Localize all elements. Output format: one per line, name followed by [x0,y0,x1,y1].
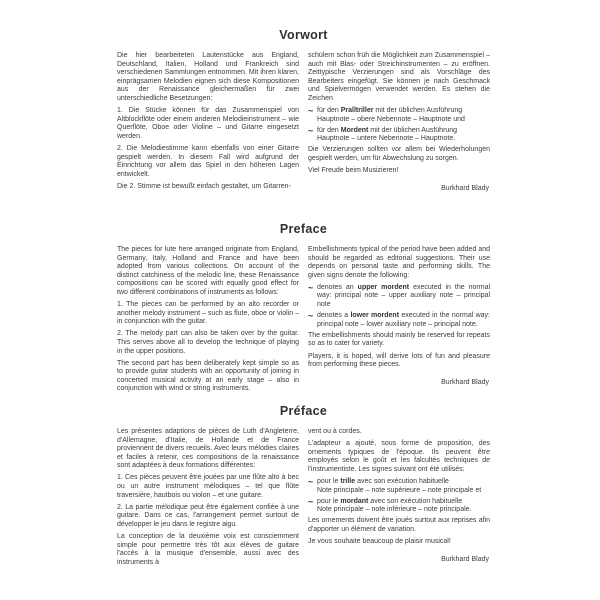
right-column [308,428,490,571]
item-text-post: avec son exécution habituelle [355,477,449,485]
section-preface [117,222,490,398]
paragraph: The pieces for lute here arranged originate from England, Germany, Italy, Holland and France and have been adopted from various collections. On account of the distinct catchiness of the melodic line, these Renaissance compositions can be scored with equally good effect for two different combinations of instruments as follows: [117,246,299,296]
section-title: Préface [279,404,328,418]
left-column [117,52,299,195]
paragraph: 1. Ces pièces peuvent être jouées par une flûte alto à bec ou un autre instrument mélodiques – tel que flûte traversière, hautbois ou violon – et une guitare. [117,474,299,499]
item-text-pre: für den [317,126,341,134]
ornament-item-text [317,498,490,515]
item-text-pre: für den [317,107,341,115]
ornament-list-item [308,498,490,515]
section-preface-fr [117,404,490,571]
paragraph: Je vous souhaite beaucoup de plaisir musical! [308,538,451,546]
two-column-layout [117,52,490,195]
trill-sign-icon: ~ [308,476,314,487]
paragraph: La conception de la deuxième voix est consciemment simple pour permettre très tôt aux élèves de guitare l'accès à la musique d'ensemble, aussi avec des instruments à [117,533,299,566]
item-text-pre: denotes a [317,312,351,320]
signature: Burkhard Blady [441,184,489,192]
paragraph: Les ornements doivent être joués surtout aux reprises afin d'apporter un élément de variation. [308,517,490,533]
mordent-sign-icon: ~ [308,125,314,136]
item-text-post: avec son exécution habituelle [368,497,463,505]
item-text-note-sequence: Note principale – note supérieure – note principale et [317,486,482,494]
paragraph: 1. Die Stücke können für das Zusammenspiel von Altblockflöte oder einem anderen Melodieinstrument – wie Querflöte, Oboe oder Violine – und Gitarre eingesetzt werden. [117,107,299,140]
ornament-item-text [317,284,490,310]
ornament-item-text [317,127,490,144]
item-text-post: executed in the normal way: principal note – lower auxiliary note – principal note. [317,312,490,328]
ornament-list-item [308,478,490,495]
left-column [117,246,299,398]
paragraph: 2. The melody part can also be taken over by the guitar. This serves above all to develop the technique of playing in the upper positions. [117,330,299,355]
ornament-item-text [317,312,490,329]
item-text-bold-term: upper mordent [357,283,410,291]
ornament-list-item [308,127,490,144]
section-vorwort [117,28,490,195]
paragraph: Die 2. Stimme ist bewußt einfach gestaltet, um Gitarren- [117,182,291,190]
right-column [308,246,490,398]
item-text-post: executed in the normal way: principal note – upper auxiliary note – principal note [317,283,491,309]
section-title: Preface [279,222,328,236]
paragraph: Die Verzierungen sollten vor allem bei Wiederholungen gespielt werden, um für Abwechslung zu sorgen. [308,146,490,163]
two-column-layout [117,246,490,398]
item-text-pre: pour le [317,497,341,505]
paragraph: L'adapteur a ajouté, sous forme de proposition, des ornements typiques de l'époque. Ils peuvent être employés selon le goût et les falcultés techniques de l'instrumentiste. Les signes suivant ont été utilisés: [308,440,490,473]
paragraph: Players, it is hoped, will derive lots of fun and pleasure from performing these pieces. [308,352,490,369]
ornament-item-text [317,107,490,124]
item-text-bold-term: lower mordent [350,312,400,320]
paragraph: vent ou à cordes. [308,428,362,435]
paragraph: schülern schon früh die Möglichkeit zum Zusammenspiel – auch mit Blas- oder Streichinstrumenten – zu eröffnen. Zeittypische Verzierungen sind als Vorschläge des Bearbeiters eingefügt. Sie können je nach Geschmack und Spielvermögen verwendet werden. Es stehen die Zeichen [308,52,490,102]
paragraph: Viel Freude beim Musizieren! [308,167,399,175]
item-text-bold-term: mordant [340,497,369,505]
lower-mordent-sign-icon: ~ [308,311,314,322]
left-column [117,428,299,571]
mordent-sign-icon: ~ [308,496,314,507]
paragraph: The embellishments should mainly be reserved for repeats so as to cater for variety. [308,331,490,348]
paragraph: The second part has been deliberately kept simple so as to provide guitar students with an opportunity of joining in concerted musical activity at an early stage – also in conjunction with wind or string instruments. [117,359,299,393]
paragraph: 2. La partie mélodique peut être également confiée à une guitare. Dans ce cas, l'arrangement permet surtout de développer le jeu dans le registre aigu. [117,503,299,528]
item-text-note-sequence: Note principale – note inférieure – note principale. [317,506,472,514]
ornament-item-text [317,478,490,495]
paragraph: 2. Die Melodiestimme kann ebenfalls von einer Gitarre gespielt werden. In diesem Fall wird aufgrund der Einrichtung vor allem das Spiel in den höheren Lagen entwickelt. [117,144,299,178]
ornament-list-item [308,312,490,329]
item-text-pre: pour le [317,477,341,485]
signature: Burkhard Blady [441,378,489,386]
item-text-post: mit der üblichen Ausführung [368,126,458,134]
item-text-bold-term: Pralltriller [340,107,374,115]
ornament-sign-list [308,478,490,515]
item-text-note-sequence: Hauptnote – obere Nebennote – Hauptnote und [317,115,465,123]
ornament-list-item [308,284,490,310]
item-text-bold-term: Mordent [340,126,369,134]
section-title: Vorwort [279,28,328,42]
item-text-pre: denotes an [317,283,358,291]
ornament-sign-list [308,107,490,144]
ornament-sign-list [308,284,490,329]
paragraph: 1. The pieces can be performed by an alto recorder or another melody instrument – such as flute, oboe or violin – in conjunction with the guitar. [117,301,299,326]
paragraph: Die hier bearbeiteten Lautenstücke aus England, Deutschland, Italien, Holland und Frankreich sind verschiedenen Sammlungen entnommen. Mit ihren klaren, einprägsamen Melodien eignen sich diese Kompositionen aus der Renaissance gleichermaßen für zwei unterschiedliche Besetzungen: [117,52,299,102]
paragraph: Embellishments typical of the period have been added and should be regarded as editorial suggestions. Their use depends on personal taste and performing skills. The given signs denote the following: [308,246,490,279]
two-column-layout [117,428,490,571]
paragraph: Les présentes adaptions de pièces de Luth d'Angleterre, d'Allemagne, d'Italie, de Hollande et de France proviennent de divers recueils. Avec leurs mélodies claires et faciles à retenir, ces compositions de la renaissance sont adaptées à deux formations différentes: [117,428,299,470]
pralltriller-sign-icon: ~ [308,106,314,117]
item-text-post: mit der üblichen Ausführung [373,107,463,115]
ornament-list-item [308,107,490,124]
item-text-note-sequence: Hauptnote – untere Nebennote – Hauptnote. [317,135,456,143]
right-column [308,52,490,195]
signature: Burkhard Blady [441,555,489,563]
item-text-bold-term: trille [340,477,356,485]
upper-mordent-sign-icon: ~ [308,282,314,293]
